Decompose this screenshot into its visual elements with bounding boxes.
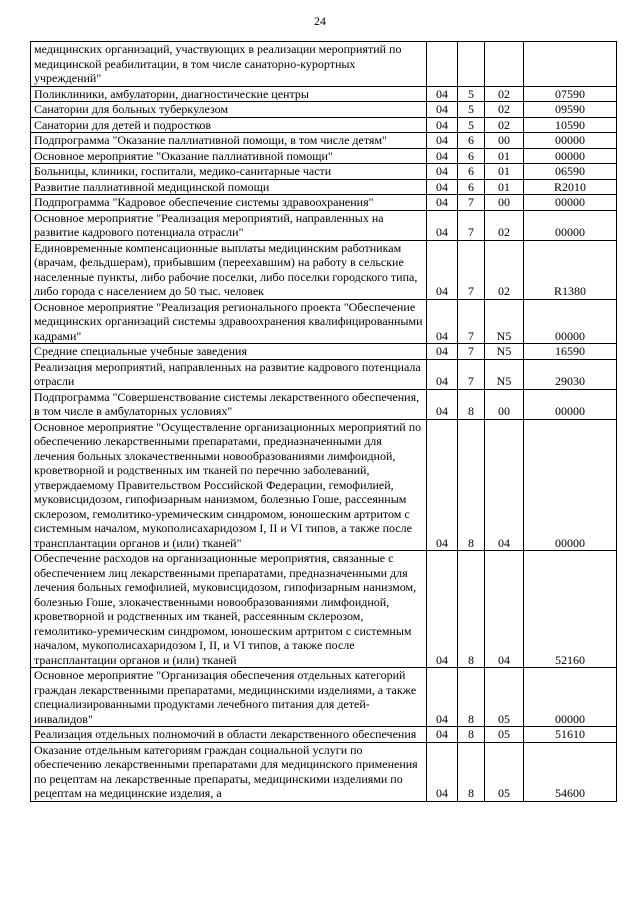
direction-code-cell: 00000 bbox=[524, 133, 617, 149]
program-code-cell: 04 bbox=[427, 164, 458, 180]
subprogram-code-cell bbox=[458, 42, 485, 87]
table-row bbox=[31, 164, 617, 180]
direction-code-cell: 16590 bbox=[524, 344, 617, 360]
program-code-cell: 04 bbox=[427, 102, 458, 118]
program-code-cell: 04 bbox=[427, 389, 458, 419]
direction-code-cell: R1380 bbox=[524, 240, 617, 299]
program-code-cell: 04 bbox=[427, 668, 458, 727]
direction-code-cell: 07590 bbox=[524, 86, 617, 102]
row-name-cell: Оказание отдельным категориям граждан социальной услуги по обеспечению лекарственными препаратами для медицинского применения по рецептам на лекарственные препараты, медицинскими изделиями по рецептам на медицинские изделия, а bbox=[31, 742, 427, 801]
activity-code-cell: 02 bbox=[485, 210, 524, 240]
activity-code-cell: 00 bbox=[485, 389, 524, 419]
table-row bbox=[31, 42, 617, 87]
activity-code-cell: N5 bbox=[485, 359, 524, 389]
direction-code-cell bbox=[524, 42, 617, 87]
table-row bbox=[31, 742, 617, 801]
table-row bbox=[31, 210, 617, 240]
activity-code-cell: 05 bbox=[485, 727, 524, 743]
row-name-cell: Единовременные компенсационные выплаты медицинским работникам (врачам, фельдшерам), прибывшим (переехавшим) на работу в сельские населенные пункты, либо рабочие поселки, либо поселки городского типа, либо города с населением до 50 тыс. человек bbox=[31, 240, 427, 299]
activity-code-cell: 02 bbox=[485, 117, 524, 133]
direction-code-cell: 29030 bbox=[524, 359, 617, 389]
program-code-cell: 04 bbox=[427, 179, 458, 195]
subprogram-code-cell: 8 bbox=[458, 668, 485, 727]
row-name-cell: Подпрограмма "Оказание паллиативной помощи, в том числе детям" bbox=[31, 133, 427, 149]
subprogram-code-cell: 8 bbox=[458, 727, 485, 743]
table-row bbox=[31, 668, 617, 727]
row-name-cell: Основное мероприятие "Реализация мероприятий, направленных на развитие кадрового потенциала отрасли" bbox=[31, 210, 427, 240]
table-row bbox=[31, 359, 617, 389]
activity-code-cell: 01 bbox=[485, 148, 524, 164]
row-name-cell: Развитие паллиативной медицинской помощи bbox=[31, 179, 427, 195]
subprogram-code-cell: 6 bbox=[458, 164, 485, 180]
table-row bbox=[31, 148, 617, 164]
activity-code-cell: 02 bbox=[485, 102, 524, 118]
direction-code-cell: 00000 bbox=[524, 299, 617, 344]
table-row bbox=[31, 133, 617, 149]
program-code-cell: 04 bbox=[427, 117, 458, 133]
direction-code-cell: 00000 bbox=[524, 668, 617, 727]
subprogram-code-cell: 8 bbox=[458, 551, 485, 668]
subprogram-code-cell: 7 bbox=[458, 344, 485, 360]
activity-code-cell: 05 bbox=[485, 742, 524, 801]
row-name-cell: Санатории для детей и подростков bbox=[31, 117, 427, 133]
table-row bbox=[31, 727, 617, 743]
subprogram-code-cell: 8 bbox=[458, 389, 485, 419]
table-row bbox=[31, 179, 617, 195]
activity-code-cell: 02 bbox=[485, 240, 524, 299]
activity-code-cell: 00 bbox=[485, 195, 524, 211]
table-row bbox=[31, 299, 617, 344]
program-code-cell: 04 bbox=[427, 240, 458, 299]
activity-code-cell: 02 bbox=[485, 86, 524, 102]
subprogram-code-cell: 6 bbox=[458, 179, 485, 195]
table-row bbox=[31, 389, 617, 419]
activity-code-cell: 00 bbox=[485, 133, 524, 149]
row-name-cell: Санатории для больных туберкулезом bbox=[31, 102, 427, 118]
row-name-cell: Обеспечение расходов на организационные мероприятия, связанные с обеспечением лиц лекарственными препаратами, предназначенными для лечения больных гемофилией, муковисцидозом, гипофизарным нанизмом, болезнью Гоше, злокачественными новообразованиями лимфоидной, кроветворной и родственных им тканей, рассеянным склерозом, гемолитико-уремическим синдромом, юношеским артритом с системным началом, мукополисахаридозом I, II, и VI типов, а также после трансплантации органов и (или) тканей bbox=[31, 551, 427, 668]
budget-classification-table bbox=[30, 41, 617, 802]
activity-code-cell: N5 bbox=[485, 344, 524, 360]
program-code-cell: 04 bbox=[427, 742, 458, 801]
subprogram-code-cell: 7 bbox=[458, 195, 485, 211]
program-code-cell: 04 bbox=[427, 133, 458, 149]
subprogram-code-cell: 7 bbox=[458, 240, 485, 299]
direction-code-cell: 09590 bbox=[524, 102, 617, 118]
subprogram-code-cell: 8 bbox=[458, 419, 485, 551]
row-name-cell: Средние специальные учебные заведения bbox=[31, 344, 427, 360]
program-code-cell: 04 bbox=[427, 195, 458, 211]
activity-code-cell bbox=[485, 42, 524, 87]
program-code-cell: 04 bbox=[427, 727, 458, 743]
subprogram-code-cell: 6 bbox=[458, 133, 485, 149]
activity-code-cell: 01 bbox=[485, 179, 524, 195]
direction-code-cell: 06590 bbox=[524, 164, 617, 180]
table-row bbox=[31, 86, 617, 102]
row-name-cell: Больницы, клиники, госпитали, медико-санитарные части bbox=[31, 164, 427, 180]
program-code-cell: 04 bbox=[427, 210, 458, 240]
direction-code-cell: 00000 bbox=[524, 419, 617, 551]
row-name-cell: медицинских организаций, участвующих в реализации мероприятий по медицинской реабилитации, в том числе санаторно-курортных учреждений" bbox=[31, 42, 427, 87]
subprogram-code-cell: 5 bbox=[458, 117, 485, 133]
direction-code-cell: 00000 bbox=[524, 389, 617, 419]
subprogram-code-cell: 5 bbox=[458, 86, 485, 102]
direction-code-cell: 54600 bbox=[524, 742, 617, 801]
program-code-cell: 04 bbox=[427, 86, 458, 102]
row-name-cell: Подпрограмма "Совершенствование системы лекарственного обеспечения, в том числе в амбулаторных условиях" bbox=[31, 389, 427, 419]
subprogram-code-cell: 5 bbox=[458, 102, 485, 118]
row-name-cell: Реализация отдельных полномочий в области лекарственного обеспечения bbox=[31, 727, 427, 743]
table-row bbox=[31, 117, 617, 133]
subprogram-code-cell: 6 bbox=[458, 148, 485, 164]
direction-code-cell: 00000 bbox=[524, 195, 617, 211]
row-name-cell: Реализация мероприятий, направленных на развитие кадрового потенциала отрасли bbox=[31, 359, 427, 389]
table-row bbox=[31, 344, 617, 360]
table-row bbox=[31, 195, 617, 211]
activity-code-cell: 04 bbox=[485, 551, 524, 668]
subprogram-code-cell: 7 bbox=[458, 299, 485, 344]
row-name-cell: Основное мероприятие "Реализация регионального проекта "Обеспечение медицинских организаций системы здравоохранения квалифицированными кадрами" bbox=[31, 299, 427, 344]
program-code-cell: 04 bbox=[427, 419, 458, 551]
table-row bbox=[31, 240, 617, 299]
subprogram-code-cell: 8 bbox=[458, 742, 485, 801]
program-code-cell: 04 bbox=[427, 359, 458, 389]
program-code-cell: 04 bbox=[427, 551, 458, 668]
row-name-cell: Основное мероприятие "Оказание паллиативной помощи" bbox=[31, 148, 427, 164]
direction-code-cell: 51610 bbox=[524, 727, 617, 743]
program-code-cell: 04 bbox=[427, 344, 458, 360]
subprogram-code-cell: 7 bbox=[458, 359, 485, 389]
page-number: 24 bbox=[314, 14, 326, 28]
table-row bbox=[31, 419, 617, 551]
direction-code-cell: 00000 bbox=[524, 148, 617, 164]
direction-code-cell: 00000 bbox=[524, 210, 617, 240]
row-name-cell: Подпрограмма "Кадровое обеспечение системы здравоохранения" bbox=[31, 195, 427, 211]
program-code-cell: 04 bbox=[427, 299, 458, 344]
direction-code-cell: 10590 bbox=[524, 117, 617, 133]
direction-code-cell: R2010 bbox=[524, 179, 617, 195]
activity-code-cell: 04 bbox=[485, 419, 524, 551]
direction-code-cell: 52160 bbox=[524, 551, 617, 668]
row-name-cell: Основное мероприятие "Организация обеспечения отдельных категорий граждан лекарственными препаратами, медицинскими изделиями, а также специализированными продуктами лечебного питания для детей-инвалидов" bbox=[31, 668, 427, 727]
subprogram-code-cell: 7 bbox=[458, 210, 485, 240]
activity-code-cell: 01 bbox=[485, 164, 524, 180]
program-code-cell: 04 bbox=[427, 148, 458, 164]
program-code-cell bbox=[427, 42, 458, 87]
row-name-cell: Поликлиники, амбулатории, диагностические центры bbox=[31, 86, 427, 102]
table-row bbox=[31, 102, 617, 118]
activity-code-cell: 05 bbox=[485, 668, 524, 727]
activity-code-cell: N5 bbox=[485, 299, 524, 344]
table-row bbox=[31, 551, 617, 668]
table-body bbox=[31, 42, 617, 802]
row-name-cell: Основное мероприятие "Осуществление организационных мероприятий по обеспечению лекарственными препаратами, предназначенными для лечения больных злокачественными новообразованиями лимфоидной, кроветворной и родственных им тканей по перечню заболеваний, утверждаемому Правительством Российской Федерации, гемофилией, муковисцидозом, гипофизарным нанизмом, болезнью Гоше, рассеянным склерозом, гемолитико-уремическим синдромом, юношеским артритом с системным началом, мукополисахаридозом I, II и VI типов, а также после трансплантации органов и (или) тканей" bbox=[31, 419, 427, 551]
